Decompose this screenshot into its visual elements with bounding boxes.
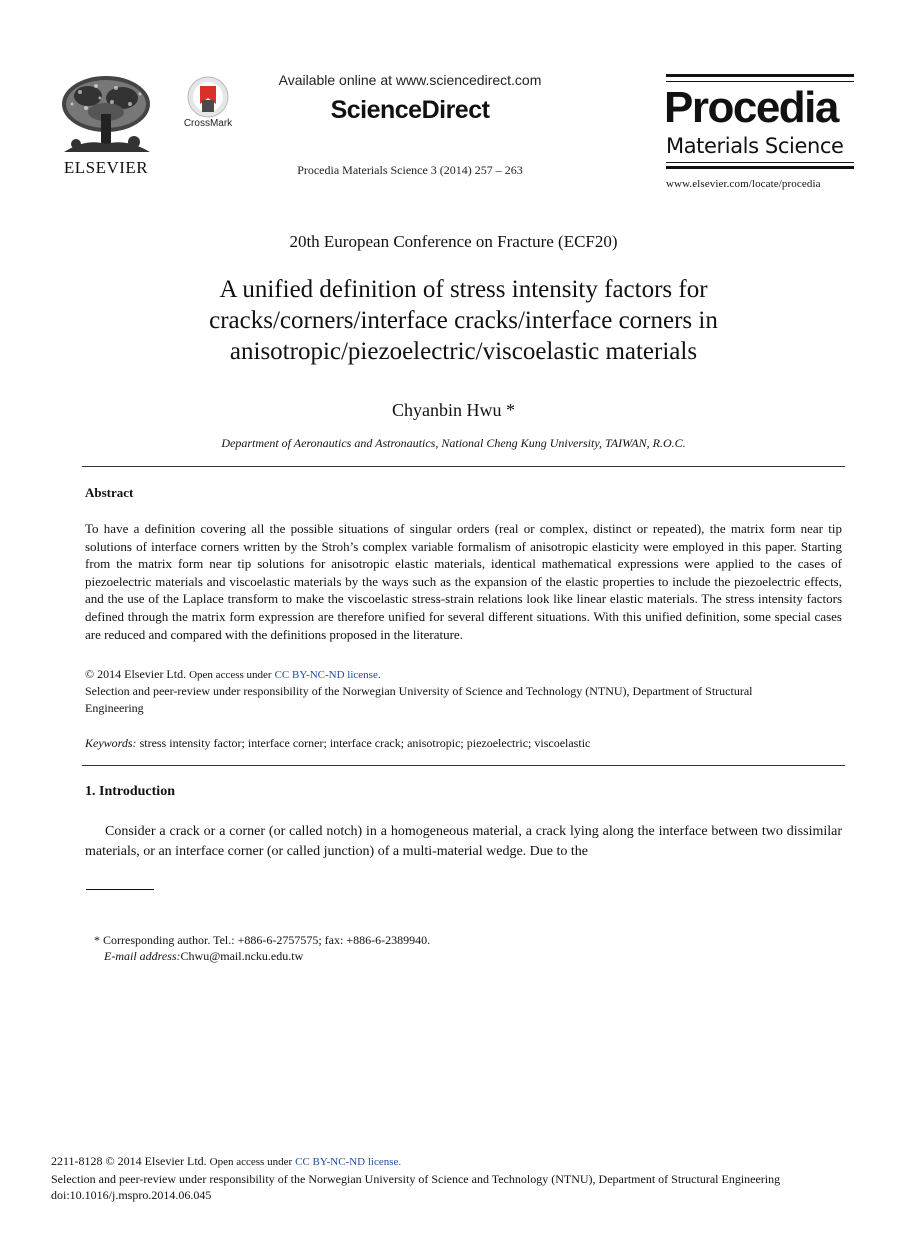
journal-name: Procedia bbox=[664, 83, 838, 132]
email-address[interactable]: Chwu@mail.ncku.edu.tw bbox=[180, 949, 304, 963]
footer-license-link[interactable]: CC BY-NC-ND license. bbox=[295, 1156, 402, 1168]
paper-title: A unified definition of stress intensity factors for cracks/corners/interface cracks/interface corners in anisotropic/piezoelectric/viscoelastic materials bbox=[209, 276, 718, 365]
section-divider bbox=[82, 466, 845, 467]
crossmark-label: CrossMark bbox=[183, 118, 233, 129]
elsevier-tree-logo bbox=[56, 74, 156, 158]
doi[interactable]: doi:10.1016/j.mspro.2014.06.045 bbox=[51, 1188, 212, 1202]
license-link[interactable]: CC BY-NC-ND license. bbox=[274, 669, 381, 681]
crossmark-icon bbox=[180, 76, 236, 118]
author-affiliation: Department of Aeronautics and Astronautics, National Cheng Kung University, TAIWAN, R.O.C. bbox=[221, 436, 686, 450]
conference-name: 20th European Conference on Fracture (ECF20) bbox=[289, 232, 618, 251]
keywords-list: stress intensity factor; interface corner; interface crack; anisotropic; piezoelectric; viscoelastic bbox=[139, 736, 591, 750]
copyright-text: © 2014 Elsevier Ltd. bbox=[85, 667, 187, 681]
footnote-rule bbox=[86, 889, 154, 890]
elsevier-logo bbox=[56, 74, 156, 184]
crossmark-badge[interactable] bbox=[180, 76, 236, 136]
journal-citation: Procedia Materials Science 3 (2014) 257 – 263 bbox=[297, 163, 523, 177]
introduction-body: Consider a crack or a corner (or called notch) in a homogeneous material, a crack lying along the interface between two dissimilar materials, or an interface corner (or called junction) of a multi-material wedge. Due to the bbox=[85, 824, 842, 859]
page-footer bbox=[51, 1153, 861, 1204]
copyright-line bbox=[85, 666, 842, 684]
peer-review-statement: Selection and peer-review under responsibility of the Norwegian University of Science and Technology (NTNU), Department of Structural Engineering bbox=[85, 684, 753, 715]
abstract-heading: Abstract bbox=[85, 485, 134, 500]
elsevier-wordmark: ELSEVIER bbox=[63, 158, 149, 177]
journal-subtitle: Materials Science bbox=[666, 134, 844, 158]
keywords-label: Keywords: bbox=[85, 736, 137, 750]
masthead-rule bbox=[666, 166, 854, 169]
footer-peer-review: Selection and peer-review under responsibility of the Norwegian University of Science and Technology (NTNU), Department of Structural Engineering bbox=[51, 1171, 781, 1186]
available-online: Available online at www.sciencedirect.com bbox=[278, 72, 542, 88]
introduction-heading: 1. Introduction bbox=[85, 784, 175, 799]
journal-url-link[interactable]: www.elsevier.com/locate/procedia bbox=[666, 178, 821, 190]
keywords bbox=[85, 735, 842, 752]
section-divider bbox=[82, 765, 845, 766]
footnote bbox=[94, 932, 594, 964]
sciencedirect-wordmark[interactable]: ScienceDirect bbox=[330, 96, 490, 124]
author-name: Chyanbin Hwu * bbox=[392, 400, 515, 420]
issn-copyright: 2211-8128 © 2014 Elsevier Ltd. bbox=[51, 1154, 207, 1168]
masthead-rule bbox=[666, 74, 854, 77]
masthead-rule bbox=[666, 81, 854, 82]
open-access-text: Open access under bbox=[189, 669, 272, 681]
email-label: E-mail address: bbox=[104, 949, 181, 963]
masthead-rule bbox=[666, 162, 854, 163]
abstract-body: To have a definition covering all the possible situations of singular orders (real or complex, distinct or repeated), the matrix form near tip solutions of interface corners written by the Stroh’s complex variable formalism of anisotropic elasticity were employed in this paper. Starting from the matrix form near tip solutions for anisotropic elastic materials, identical mathematical expressions were applied to the cases of piezoelectric materials and viscoelastic materials by the ways such as the expansion of the elastic properties to include the piezoelectric effects, and the use of the Laplace transform to make the viscoelastic stress-strain relations look like linear elastic materials. The stress intensity factors defined through the matrix form expression are therefore unified for several different situations. With this unified definition, some special cases are reduced and compared with the definitions proposed in the literature. bbox=[85, 521, 842, 642]
footer-issn-line bbox=[51, 1153, 861, 1171]
corresponding-author: * Corresponding author. Tel.: +886-6-2757575; fax: +886-6-2389940. bbox=[94, 933, 431, 947]
email-line bbox=[94, 948, 594, 964]
footer-open-access: Open access under bbox=[209, 1156, 293, 1168]
